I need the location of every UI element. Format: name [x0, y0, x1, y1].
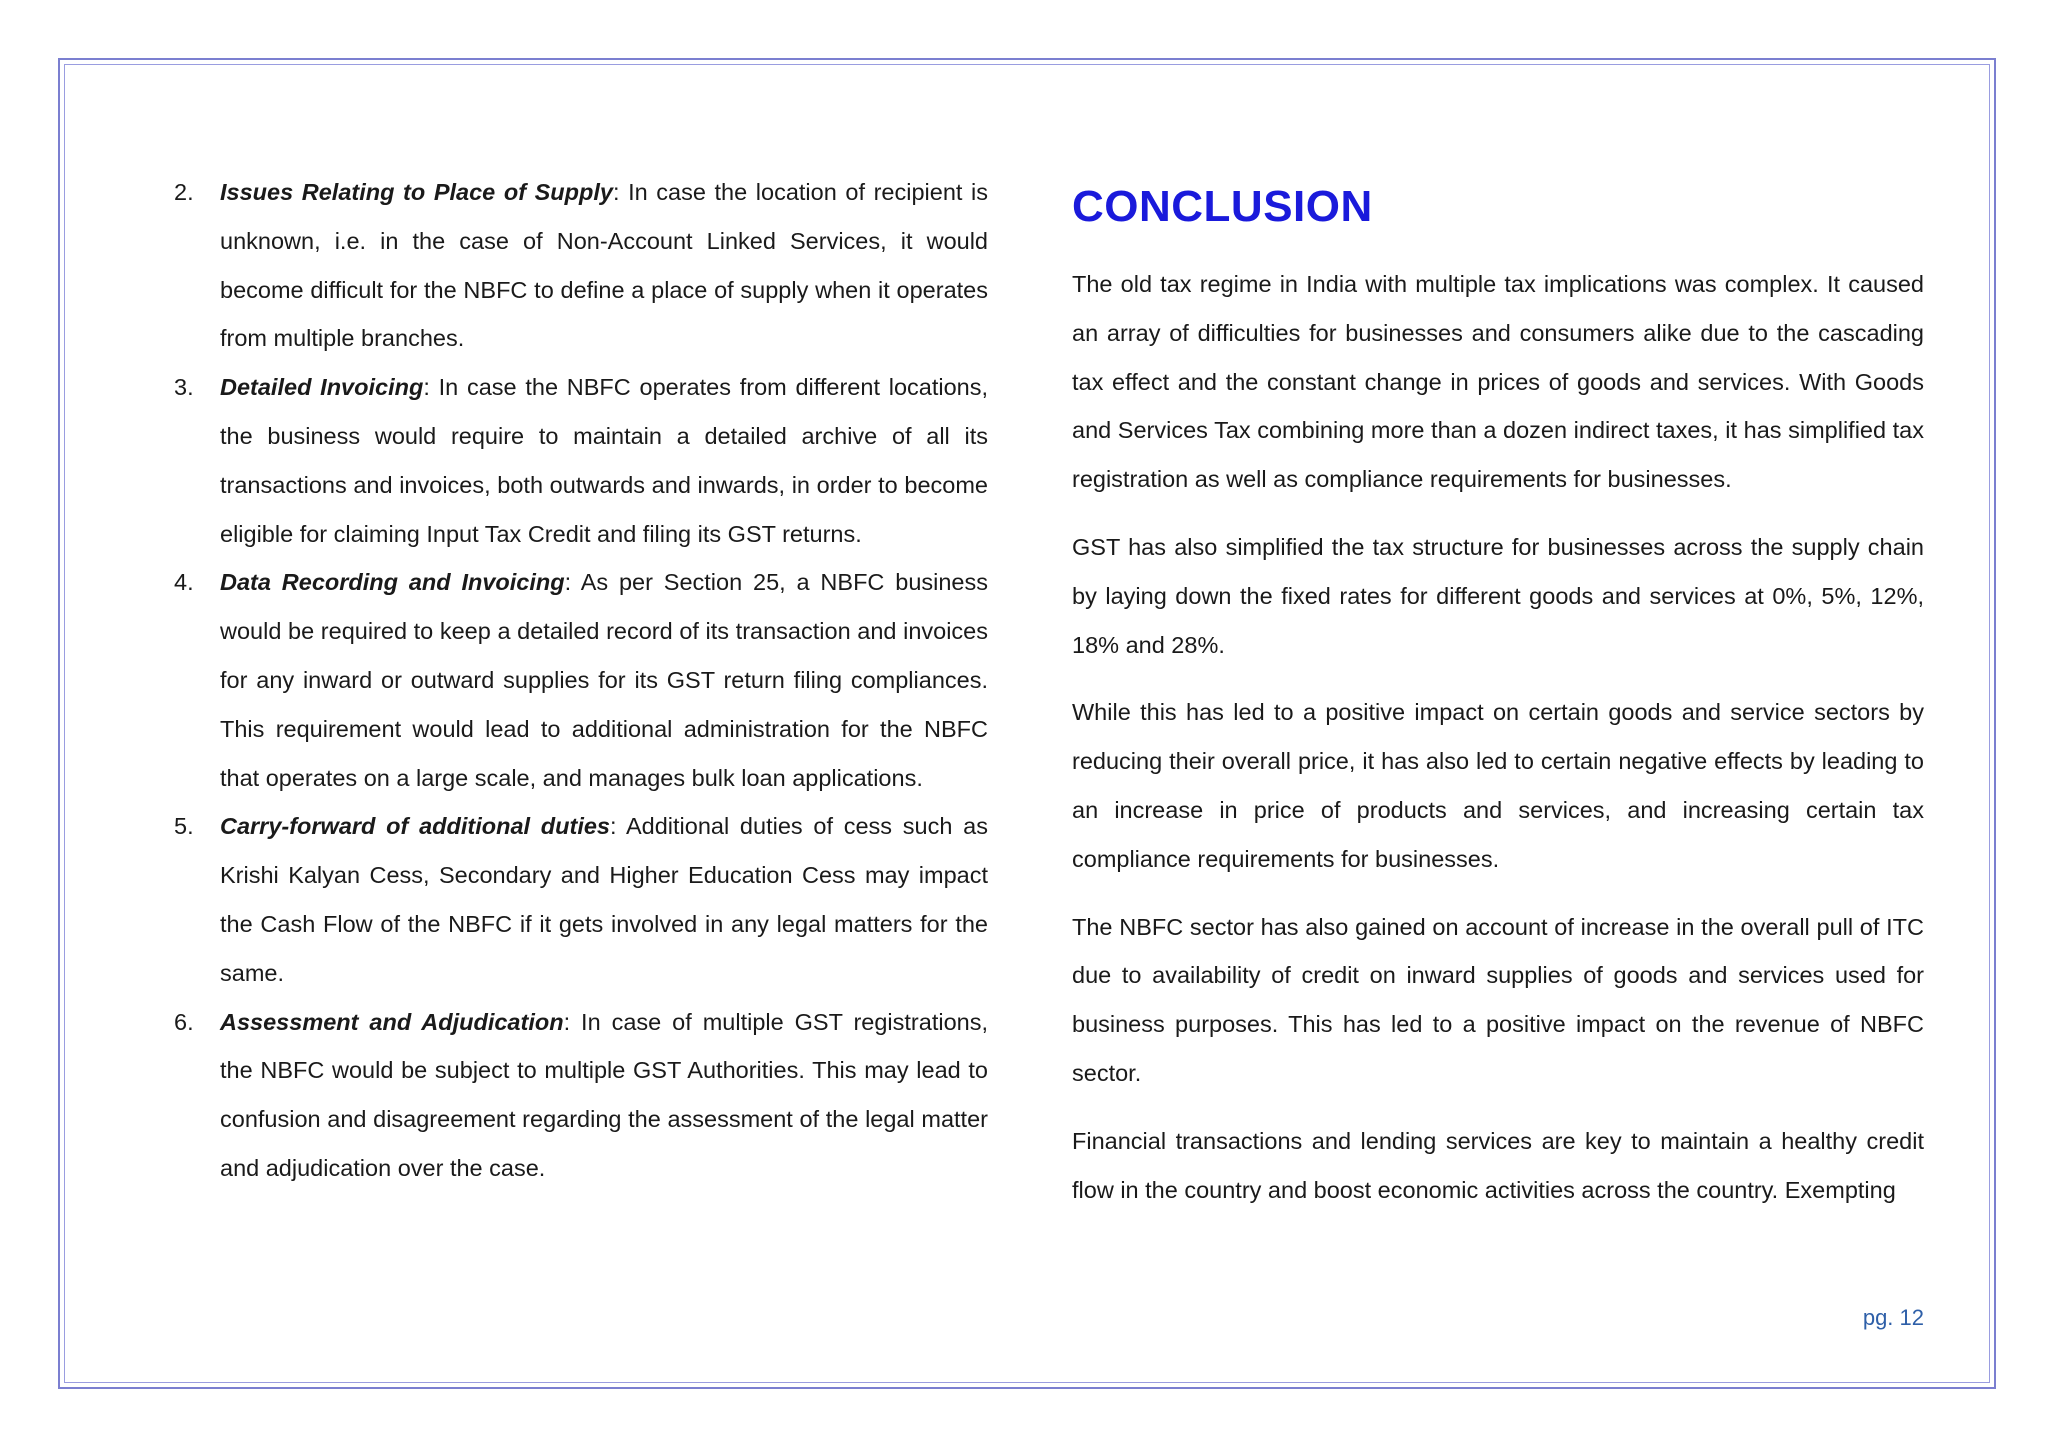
list-number: 3. — [174, 374, 194, 401]
conclusion-paragraph: The NBFC sector has also gained on account of increase in the overall pull of ITC due to availability of credit on inward supplies of goods and services used for business purposes. This has led to a positive impact on the revenue of NBFC sector. — [1072, 913, 1924, 1086]
conclusion-section — [1072, 172, 1924, 1233]
conclusion-paragraph: The old tax regime in India with multiple tax implications was complex. It caused an array of difficulties for businesses and consumers alike due to the cascading tax effect and the constant change in prices of goods and services. With Goods and Services Tax combining more than a dozen indirect taxes, it has simplified tax registration as well as compliance requirements for businesses. — [1072, 271, 1924, 493]
list-text: : In case the NBFC operates from different locations, the business would require to maintain a detailed archive of all its transactions and invoices, both outwards and inwards, in order to become eligible for claiming Input Tax Credit and filing its GST returns. — [220, 374, 989, 547]
conclusion-paragraph: GST has also simplified the tax structure for businesses across the supply chain by laying down the fixed rates for different goods and services at 0%, 5%, 12%, 18% and 28%. — [1072, 533, 1924, 658]
list-term: Detailed Invoicing — [220, 374, 424, 401]
list-number: 5. — [174, 813, 194, 840]
list-number: 2. — [174, 179, 194, 205]
list-text: : In case of multiple GST registrations, the NBFC would be subject to multiple GST Authorities. This may lead to confusion and disagreement regarding the assessment of the legal matter and adjudication over the case. — [220, 1008, 988, 1181]
list-item — [170, 558, 988, 802]
list-text: : Additional duties of cess such as Krishi Kalyan Cess, Secondary and Higher Education Cess may impact the Cash Flow of the NBFC if it gets involved in any legal matters for the same. — [220, 813, 988, 986]
challenges-list — [170, 168, 988, 1193]
list-term: Data Recording and Invoicing — [220, 569, 565, 596]
list-item — [170, 168, 988, 363]
list-term: Carry-forward of additional duties — [220, 813, 610, 840]
conclusion-paragraph: Financial transactions and lending services are key to maintain a healthy credit flow in the country and boost economic activities across the country. Exempting — [1072, 1127, 1924, 1203]
list-number: 4. — [174, 569, 194, 596]
list-item — [170, 363, 988, 558]
list-term: Assessment and Adjudication — [220, 1008, 564, 1035]
page-number: pg. 12 — [1862, 1305, 1924, 1330]
conclusion-paragraph: While this has led to a positive impact on certain goods and service sectors by reducing their overall price, it has also led to certain negative effects by leading to an increase in price of products and services, and increasing certain tax compliance requirements for businesses. — [1072, 699, 1924, 872]
list-number: 6. — [174, 1008, 194, 1035]
list-text: : As per Section 25, a NBFC business would be required to keep a detailed record of its transaction and invoices for any inward or outward supplies for its GST return filing compliances. This requirement would lead to additional administration for the NBFC that operates on a large scale, and manages bulk loan applications. — [220, 569, 988, 791]
list-term: Issues Relating to Place of Supply — [220, 179, 613, 205]
list-item — [170, 802, 988, 997]
list-text: : In case the location of recipient is unknown, i.e. in the case of Non-Account Linked Services, it would become difficult for the NBFC to define a place of supply when it operates from multiple branches. — [220, 179, 988, 352]
conclusion-heading: CONCLUSION — [1072, 182, 1373, 231]
list-item — [170, 998, 988, 1193]
